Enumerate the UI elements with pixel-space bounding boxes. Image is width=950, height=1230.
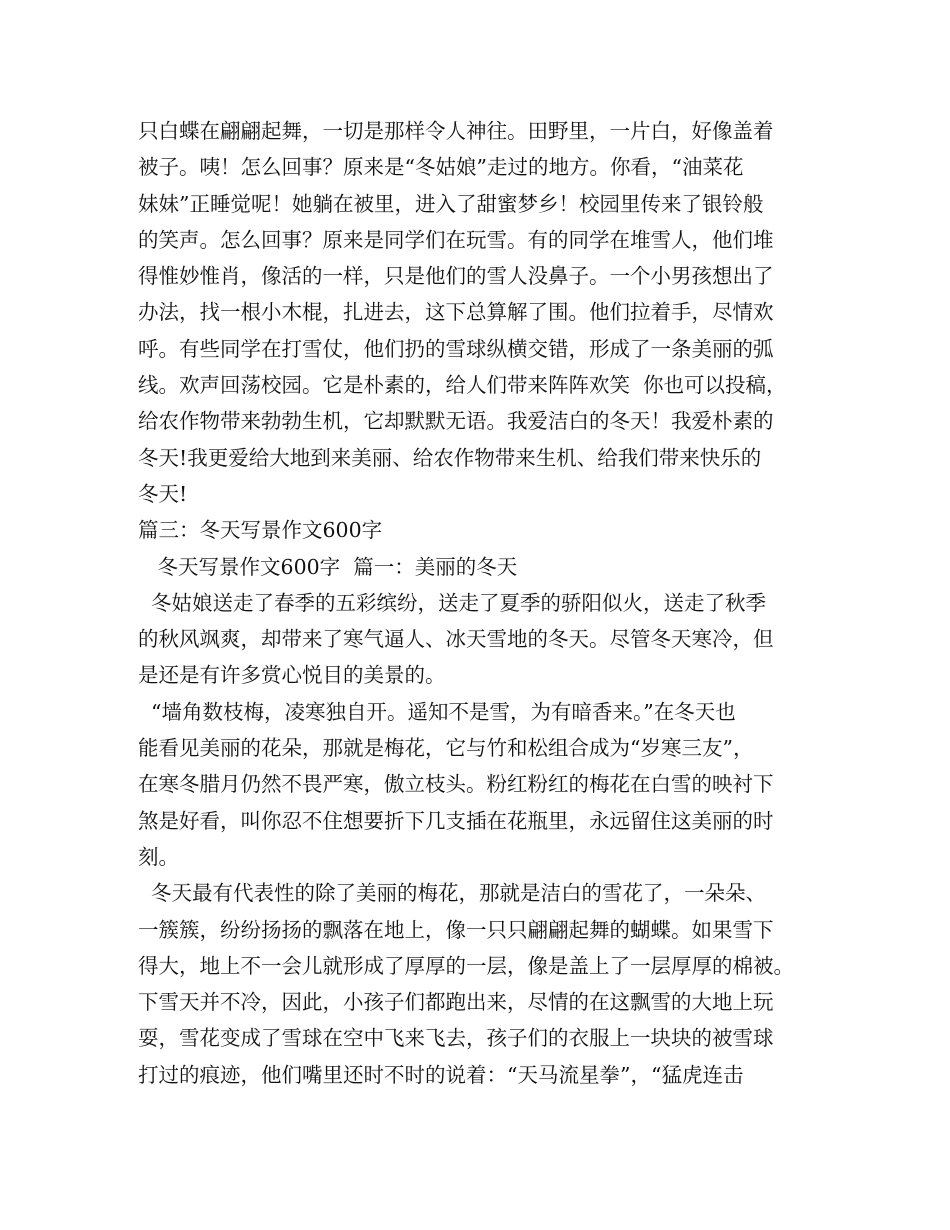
text-line: 刻。 [138,844,179,869]
text-line: 线。欢声回荡校园。它是朴素的，给人们带来阵阵欢笑 你也可以投稿， [138,373,787,398]
text-line: 能看见美丽的花朵，那就是梅花，它与竹和松组合成为“岁寒三友”， [138,736,754,761]
text-line: 冬天! [138,481,188,506]
text-line: 耍，雪花变成了雪球在空中飞来飞去，孩子们的衣服上一块块的被雪球 [138,1026,774,1051]
text-line: 办法，找一根小木棍，扎进去，这下总算解了围。他们拉着手，尽情欢 [138,300,774,325]
text-line: 被子。咦！怎么回事？原来是“冬姑娘”走过的地方。你看，“油菜花 [138,155,744,180]
text-line: 得惟妙惟肖，像活的一样，只是他们的雪人没鼻子。一个小男孩想出了 [138,264,774,289]
text-line: 得大，地上不一会儿就形成了厚厚的一层，像是盖上了一层厚厚的棉被。 [138,953,794,978]
text-line: 煞是好看，叫你忍不住想要折下几支插在花瓶里，永远留住这美丽的时 [138,808,774,833]
text-line: 冬天!我更爱给大地到来美丽、给农作物带来生机、给我们带来快乐的 [138,445,762,470]
text-line: 妹妹”正睡觉呢！她躺在被里，进入了甜蜜梦乡！校园里传来了银铃般 [138,191,764,216]
document-body [138,113,828,1093]
text-line: 的秋风飒爽，却带来了寒气逼人、冰天雪地的冬天。尽管冬天寒冷，但 [138,627,774,652]
text-line: “墙角数枝梅，凌寒独自开。遥知不是雪，为有暗香来。”在冬天也 [138,699,736,724]
text-line: 在寒冬腊月仍然不畏严寒，傲立枝头。粉红粉红的梅花在白雪的映衬下 [138,772,774,797]
text-line: 一簇簇，纷纷扬扬的飘落在地上，像一只只翩翩起舞的蝴蝶。如果雪下 [138,917,774,942]
text-line: 给农作物带来勃勃生机，它却默默无语。我爱洁白的冬天！我爱朴素的 [138,409,774,434]
text-line: 冬姑娘送走了春季的五彩缤纷，送走了夏季的骄阳似火，送走了秋季 [138,590,767,615]
text-line: 的笑声。怎么回事？原来是同学们在玩雪。有的同学在堆雪人，他们堆 [138,227,774,252]
text-line: 打过的痕迹，他们嘴里还时不时的说着：“天马流星拳”，“猛虎连击 [138,1062,744,1087]
section-heading: 篇三：冬天写景作文600字 [138,518,383,543]
article-title: 冬天写景作文600字 篇一：美丽的冬天 [138,554,518,579]
text-line: 下雪天并不冷，因此，小孩子们都跑出来，尽情的在这飘雪的大地上玩 [138,990,774,1015]
text-line: 只白蝶在翩翩起舞，一切是那样令人神往。田野里，一片白，好像盖着 [138,119,774,143]
text-line: 呼。有些同学在打雪仗，他们扔的雪球纵横交错，形成了一条美丽的弧 [138,336,774,361]
text-line: 冬天最有代表性的除了美丽的梅花，那就是洁白的雪花了，一朵朵、 [138,881,767,906]
text-line: 是还是有许多赏心悦目的美景的。 [138,663,446,688]
